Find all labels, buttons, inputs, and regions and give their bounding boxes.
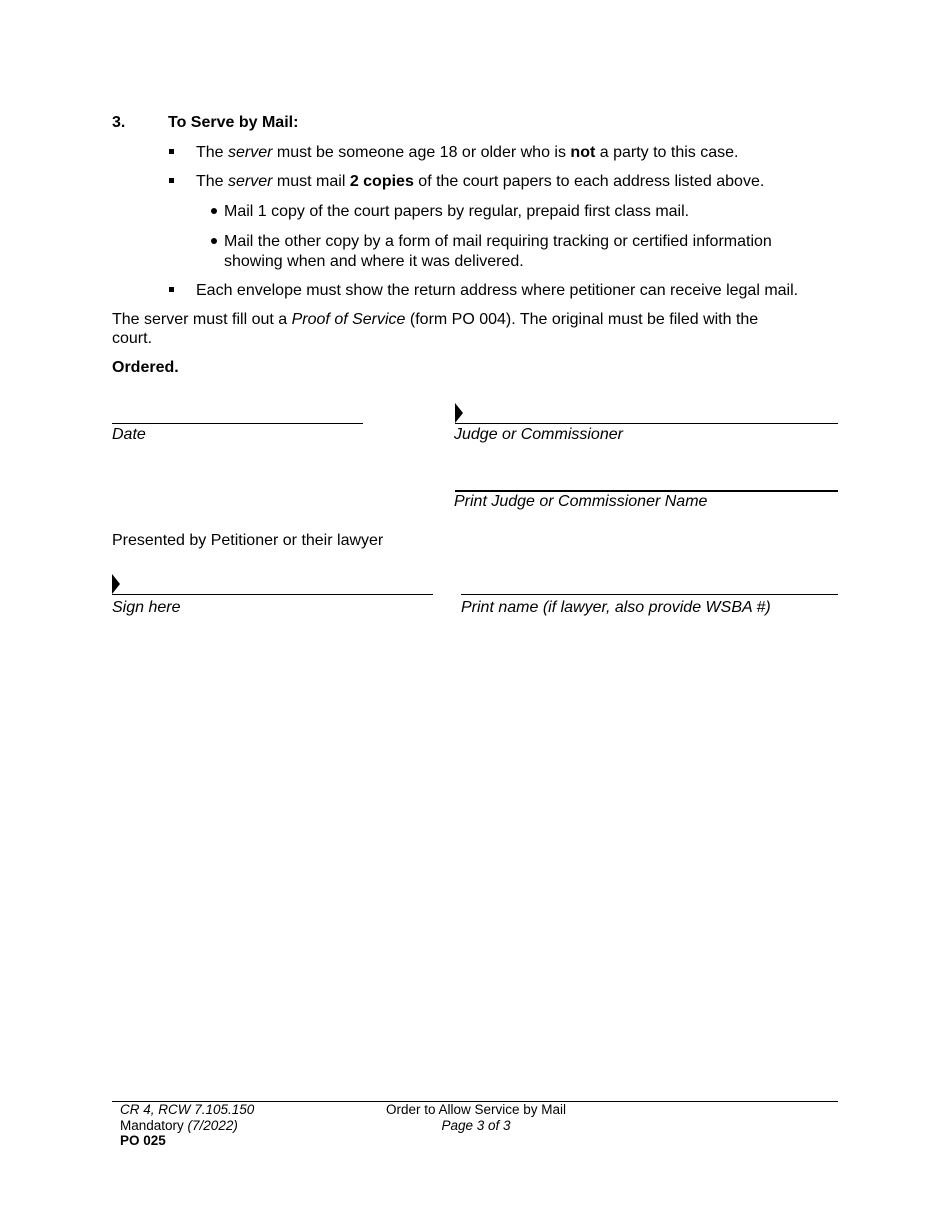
ordered-heading: Ordered. — [112, 359, 179, 376]
section-title: To Serve by Mail: — [168, 114, 299, 131]
date-line[interactable] — [112, 423, 363, 424]
petitioner-signature-line[interactable] — [112, 594, 433, 595]
footer-form-title: Order to Allow Service by Mail — [385, 1102, 567, 1117]
footer-page-number: Page 3 of 3 — [441, 1118, 511, 1133]
judge-name-label: Print Judge or Commissioner Name — [454, 493, 708, 510]
bullet-server-age: The server must be someone age 18 or older who is not a party to this case. — [196, 144, 739, 161]
footer-form-code: PO 025 — [120, 1133, 166, 1148]
section-number: 3. — [112, 114, 126, 131]
sub-bullet-tracking: Mail the other copy by a form of mail requiring tracking or certified information — [224, 233, 772, 250]
proof-of-service-text: The server must fill out a Proof of Service (form PO 004). The original must be filed with the — [112, 311, 759, 328]
round-bullet-icon — [211, 238, 217, 244]
footer-statute: CR 4, RCW 7.105.150 — [120, 1102, 255, 1117]
bullet-mail-copies: The server must mail 2 copies of the court papers to each address listed above. — [196, 173, 765, 190]
square-bullet-icon — [169, 178, 174, 183]
judge-signature-line[interactable] — [455, 423, 838, 424]
sign-arrow-icon — [455, 403, 463, 423]
square-bullet-icon — [169, 287, 174, 292]
print-name-label: Print name (if lawyer, also provide WSBA #) — [461, 599, 771, 616]
sub-bullet-tracking-cont: showing when and where it was delivered. — [224, 253, 524, 270]
round-bullet-icon — [211, 208, 217, 214]
judge-label: Judge or Commissioner — [454, 426, 623, 443]
presented-by-text: Presented by Petitioner or their lawyer — [112, 532, 384, 549]
sign-arrow-icon — [112, 574, 120, 594]
square-bullet-icon — [169, 149, 174, 154]
proof-of-service-text-cont: court. — [112, 330, 153, 347]
bullet-return-address: Each envelope must show the return address where petitioner can receive legal mail. — [196, 282, 799, 299]
footer-mandatory: Mandatory (7/2022) — [120, 1118, 238, 1133]
print-name-line[interactable] — [461, 594, 838, 595]
sign-here-label: Sign here — [112, 599, 181, 616]
sub-bullet-first-class: Mail 1 copy of the court papers by regular, prepaid first class mail. — [224, 203, 690, 220]
date-label: Date — [112, 426, 146, 443]
